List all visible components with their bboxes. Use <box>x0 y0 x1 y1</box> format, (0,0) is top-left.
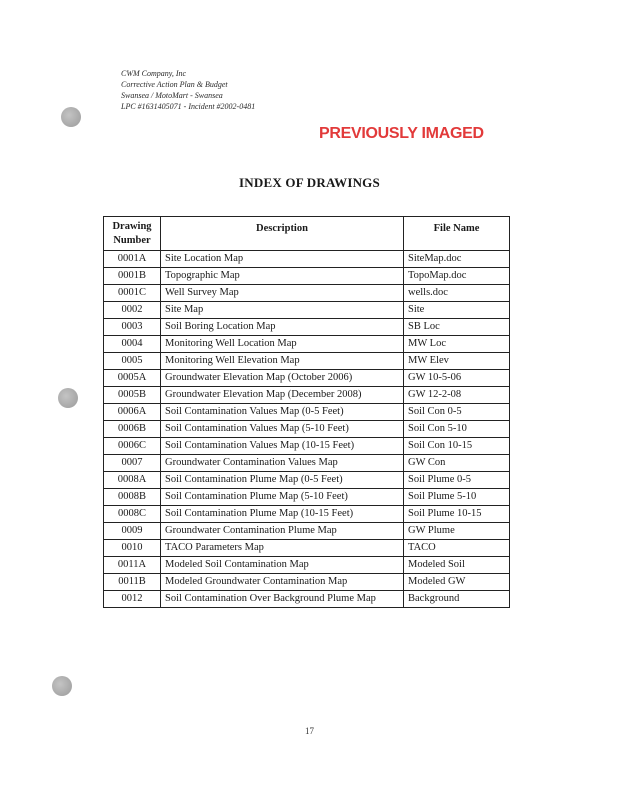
description-cell: Monitoring Well Location Map <box>161 336 404 353</box>
table-row <box>104 251 510 268</box>
file-name-cell: Background <box>404 591 510 608</box>
description-cell: Site Map <box>161 302 404 319</box>
file-name-cell: Site <box>404 302 510 319</box>
description-cell: Soil Contamination Values Map (5-10 Feet) <box>161 421 404 438</box>
file-name-cell: GW Plume <box>404 523 510 540</box>
description-cell: Soil Contamination Over Background Plume Map <box>161 591 404 608</box>
previously-imaged-stamp: PREVIOUSLY IMAGED <box>319 125 484 142</box>
table-row <box>104 489 510 506</box>
table-row <box>104 438 510 455</box>
description-cell: Monitoring Well Elevation Map <box>161 353 404 370</box>
binder-hole-middle <box>58 388 78 408</box>
drawing-number-cell: 0005A <box>104 370 161 387</box>
table-row <box>104 472 510 489</box>
file-name-cell: TACO <box>404 540 510 557</box>
description-cell: Modeled Soil Contamination Map <box>161 557 404 574</box>
drawing-number-cell: 0011A <box>104 557 161 574</box>
table-row <box>104 370 510 387</box>
drawing-number-cell: 0002 <box>104 302 161 319</box>
drawing-number-cell: 0001B <box>104 268 161 285</box>
file-name-cell: Soil Plume 0-5 <box>404 472 510 489</box>
description-cell: Modeled Groundwater Contamination Map <box>161 574 404 591</box>
page-title: INDEX OF DRAWINGS <box>239 175 380 190</box>
description-cell: Groundwater Elevation Map (December 2008) <box>161 387 404 404</box>
binder-hole-top <box>61 107 81 127</box>
drawing-number-cell: 0008A <box>104 472 161 489</box>
file-name-cell: Modeled GW <box>404 574 510 591</box>
table-row <box>104 557 510 574</box>
file-name-header: File Name <box>404 217 510 251</box>
description-cell: Topographic Map <box>161 268 404 285</box>
description-cell: Soil Contamination Values Map (10-15 Feet) <box>161 438 404 455</box>
description-cell: Groundwater Contamination Plume Map <box>161 523 404 540</box>
file-name-cell: MW Elev <box>404 353 510 370</box>
table-row <box>104 268 510 285</box>
drawing-number-cell: 0009 <box>104 523 161 540</box>
description-cell: Soil Contamination Plume Map (5-10 Feet) <box>161 489 404 506</box>
file-name-cell: Soil Con 10-15 <box>404 438 510 455</box>
drawing-number-cell: 0006C <box>104 438 161 455</box>
file-name-cell: GW 10-5-06 <box>404 370 510 387</box>
drawing-number-cell: 0007 <box>104 455 161 472</box>
binder-hole-bottom <box>52 676 72 696</box>
header-incident: LPC #1631405071 - Incident #2002-0481 <box>121 102 256 111</box>
drawing-number-cell: 0003 <box>104 319 161 336</box>
file-name-cell: SB Loc <box>404 319 510 336</box>
file-name-cell: wells.doc <box>404 285 510 302</box>
table-row <box>104 302 510 319</box>
table-row <box>104 319 510 336</box>
file-name-cell: Soil Con 5-10 <box>404 421 510 438</box>
header-report-title: Corrective Action Plan & Budget <box>121 80 228 89</box>
file-name-cell: Soil Con 0-5 <box>404 404 510 421</box>
table-row <box>104 285 510 302</box>
table-row <box>104 540 510 557</box>
drawing-header-line1: Drawing <box>112 220 152 232</box>
drawing-number-cell: 0006B <box>104 421 161 438</box>
drawing-number-cell: 0004 <box>104 336 161 353</box>
description-header: Description <box>161 217 404 251</box>
description-cell: Groundwater Contamination Values Map <box>161 455 404 472</box>
table-row <box>104 421 510 438</box>
drawing-number-cell: 0011B <box>104 574 161 591</box>
description-cell: Well Survey Map <box>161 285 404 302</box>
table-row <box>104 353 510 370</box>
table-row <box>104 506 510 523</box>
table-row <box>104 591 510 608</box>
description-cell: Site Location Map <box>161 251 404 268</box>
document-header <box>121 68 255 112</box>
drawings-index-table <box>103 216 510 608</box>
table-row <box>104 404 510 421</box>
drawing-number-cell: 0005 <box>104 353 161 370</box>
file-name-cell: GW 12-2-08 <box>404 387 510 404</box>
file-name-cell: SiteMap.doc <box>404 251 510 268</box>
drawing-header-line2: Number <box>113 234 151 246</box>
description-cell: TACO Parameters Map <box>161 540 404 557</box>
drawing-number-cell: 0008C <box>104 506 161 523</box>
header-company: CWM Company, Inc <box>121 69 187 78</box>
description-cell: Groundwater Elevation Map (October 2006) <box>161 370 404 387</box>
table-row <box>104 336 510 353</box>
table-row <box>104 455 510 472</box>
description-cell: Soil Boring Location Map <box>161 319 404 336</box>
file-name-cell: GW Con <box>404 455 510 472</box>
file-name-cell: Soil Plume 5-10 <box>404 489 510 506</box>
file-name-cell: MW Loc <box>404 336 510 353</box>
page-number: 17 <box>305 726 314 736</box>
table-row <box>104 387 510 404</box>
table-row <box>104 523 510 540</box>
drawing-number-cell: 0001C <box>104 285 161 302</box>
drawing-number-cell: 0006A <box>104 404 161 421</box>
table-row <box>104 574 510 591</box>
header-site: Swansea / MotoMart - Swansea <box>121 91 223 100</box>
description-cell: Soil Contamination Values Map (0-5 Feet) <box>161 404 404 421</box>
file-name-cell: Modeled Soil <box>404 557 510 574</box>
table-header-row <box>104 217 510 251</box>
description-cell: Soil Contamination Plume Map (10-15 Feet) <box>161 506 404 523</box>
drawing-number-header <box>104 217 161 251</box>
drawing-number-cell: 0001A <box>104 251 161 268</box>
drawing-number-cell: 0010 <box>104 540 161 557</box>
file-name-cell: TopoMap.doc <box>404 268 510 285</box>
drawing-number-cell: 0008B <box>104 489 161 506</box>
description-cell: Soil Contamination Plume Map (0-5 Feet) <box>161 472 404 489</box>
file-name-cell: Soil Plume 10-15 <box>404 506 510 523</box>
drawing-number-cell: 0005B <box>104 387 161 404</box>
drawing-number-cell: 0012 <box>104 591 161 608</box>
